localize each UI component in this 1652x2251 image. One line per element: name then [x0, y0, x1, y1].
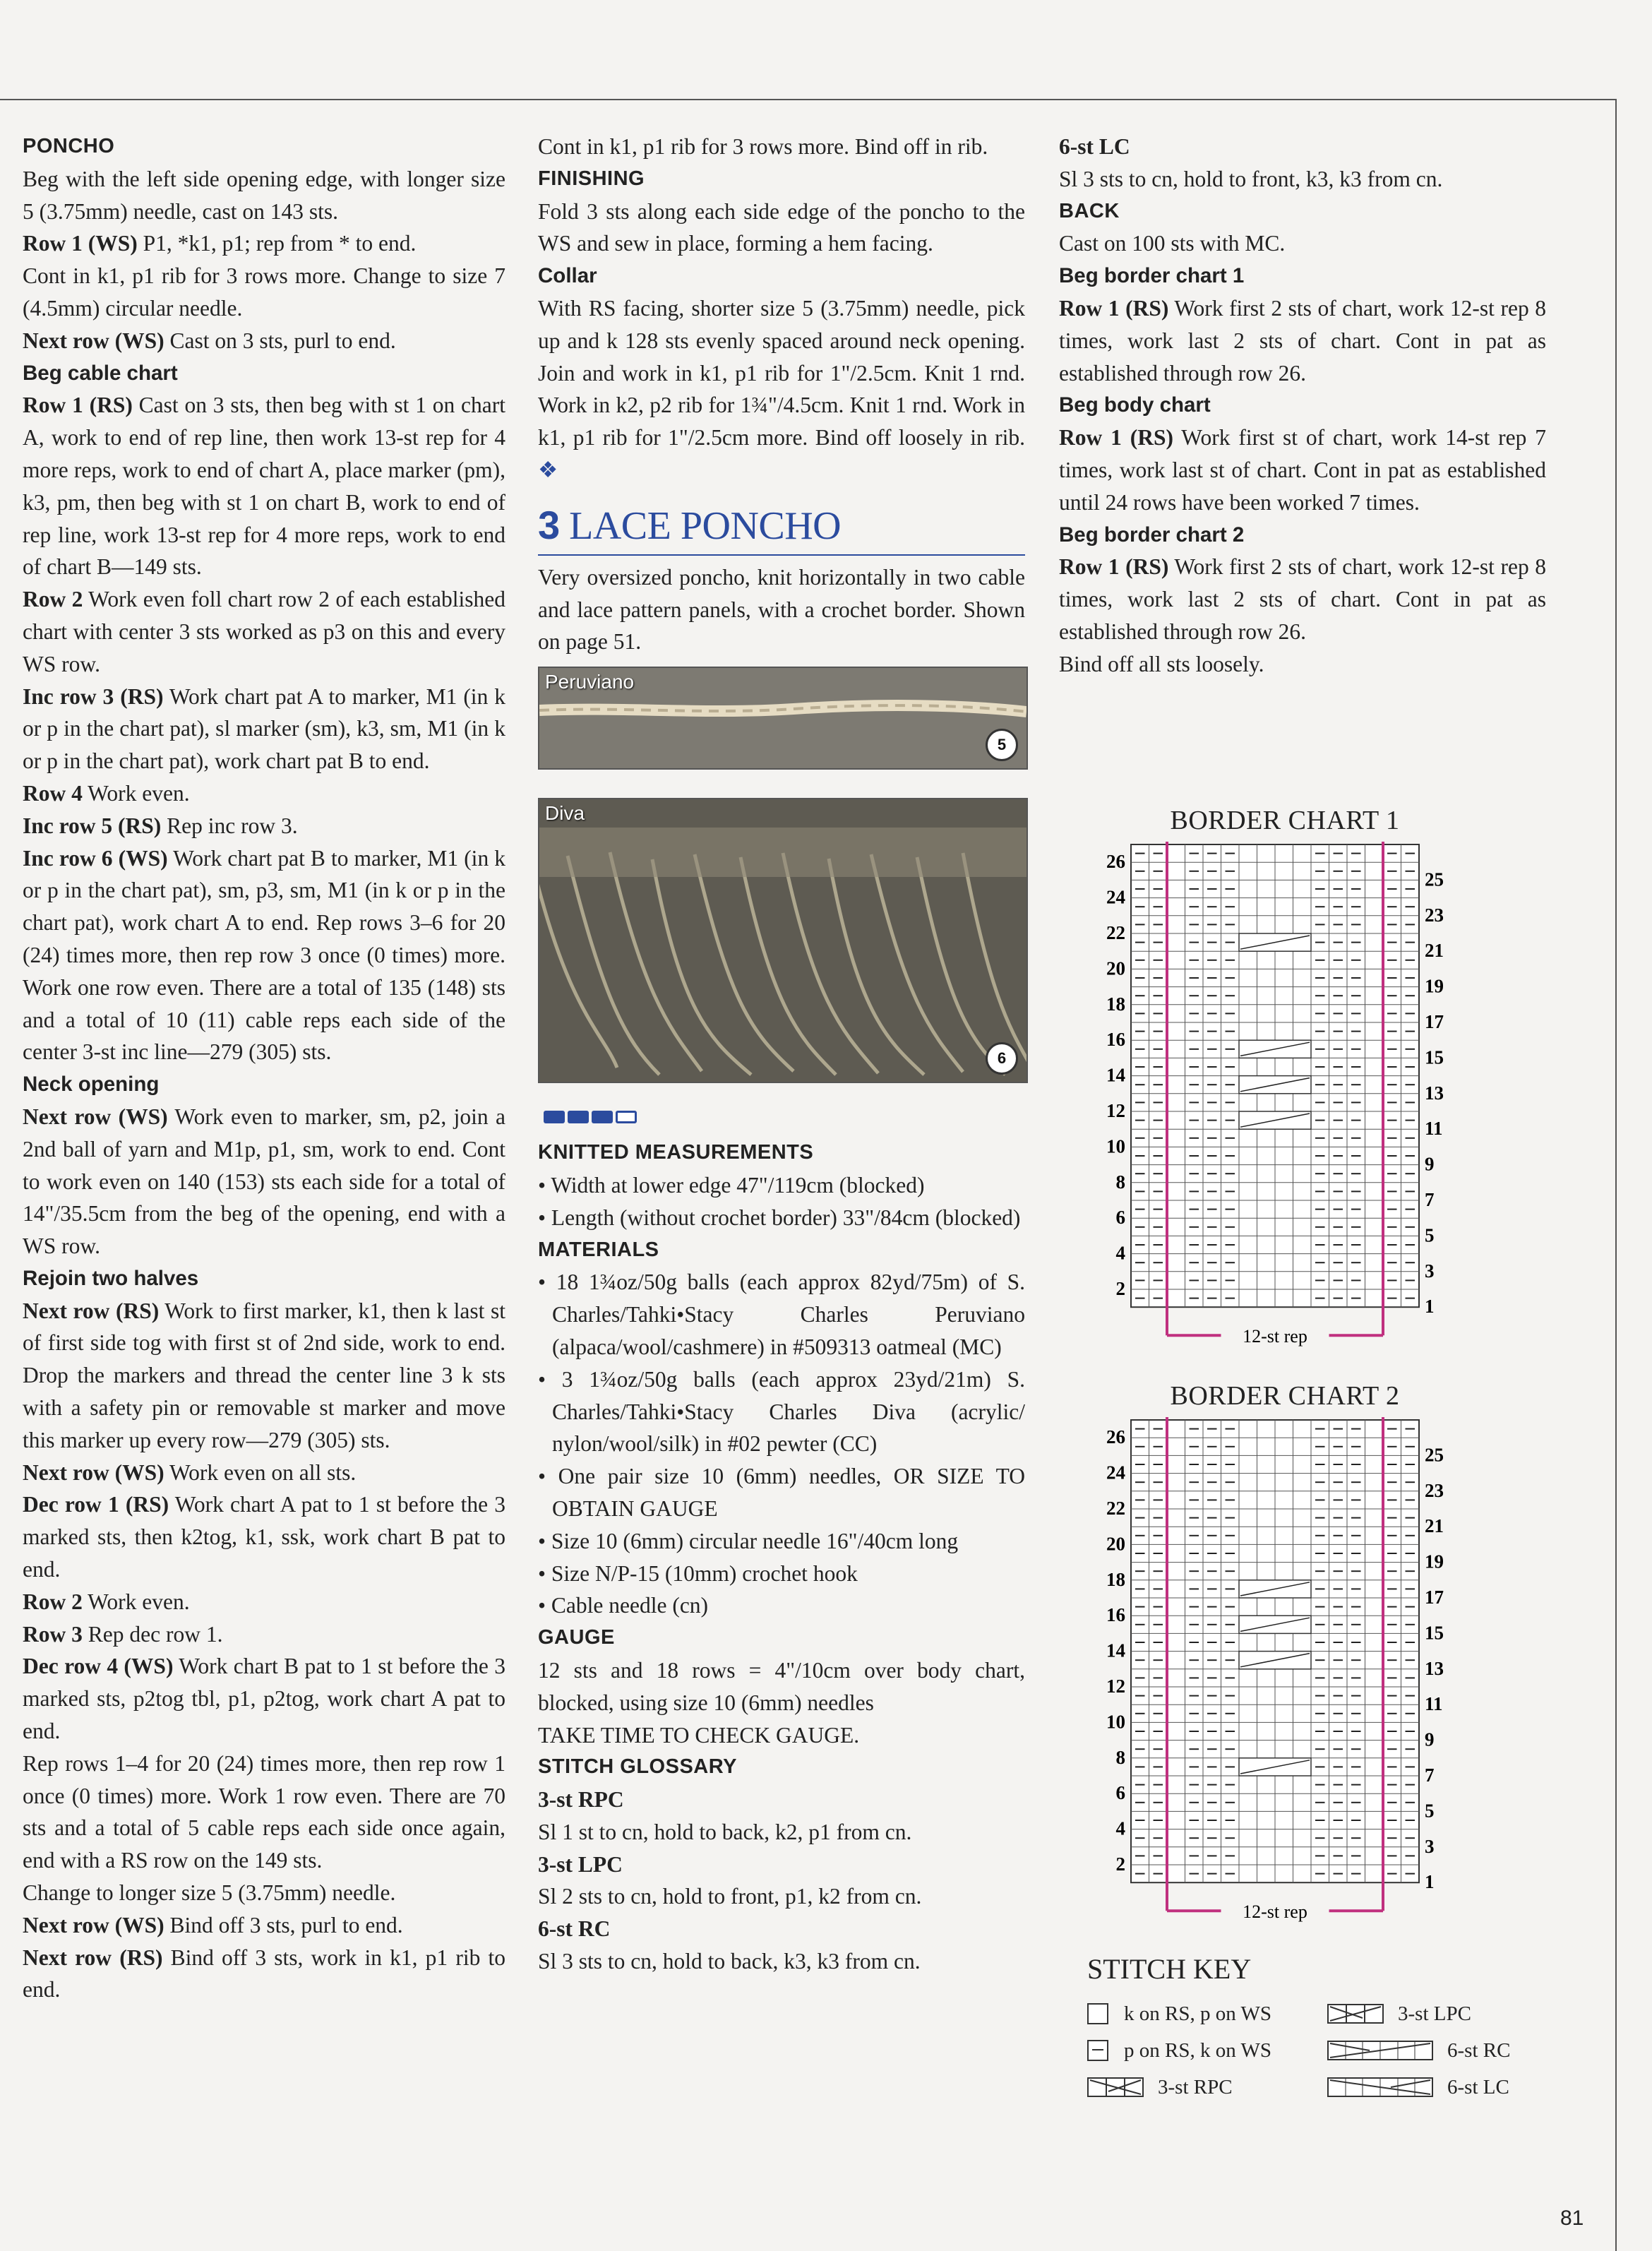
row-number: 24: [1106, 886, 1125, 908]
row-number: 21: [1425, 940, 1444, 962]
paragraph: Rep rows 1–4 for 20 (24) times more, then rep row 1 once (0 times) more. Work 1 row even. There are 70 sts and a total of 5 cable reps each side once again, end with a RS row on the 149 sts.: [23, 1750, 505, 1873]
row-number: 21: [1425, 1515, 1444, 1537]
border-chart-2: [1087, 1380, 1483, 1925]
paragraph: Next row (WS) Cast on 3 sts, purl to end.: [23, 328, 396, 353]
paragraph: Row 1 (RS) Work first st of chart, work 14-st rep 7 times, work last st of chart. Cont in pat as established until 24 rows have been worked 7 times.: [1059, 425, 1546, 515]
row-number: 10: [1106, 1135, 1125, 1157]
sub-heading: Beg border chart 1: [1059, 264, 1245, 288]
row-number: 8: [1115, 1171, 1125, 1193]
purl-symbol-icon: [1087, 2040, 1108, 2061]
paragraph: With RS facing, shorter size 5 (3.75mm) needle, pick up and k 128 sts evenly spaced around neck opening. Join and work in k1, p1 rib for 1"/2.5cm. Knit 1 rnd. Work in k2, p2 rib for 1¾"/4.5cm. Knit 1 rnd. Work in k1, p1 rib for 1"/2.5cm more. Bind off loosely in rib. ❖: [538, 295, 1025, 482]
section-heading: GAUGE: [538, 1626, 615, 1649]
column-3: [1059, 131, 1546, 681]
row-number: 2: [1115, 1278, 1125, 1299]
row-number: 19: [1425, 1551, 1444, 1572]
row-number: 25: [1425, 1444, 1444, 1466]
row-number: 17: [1425, 1011, 1444, 1032]
pattern-intro: Very oversized poncho, knit horizontally in two cable and lace pattern panels, with a crochet border. Shown on page 51.: [538, 564, 1025, 655]
paragraph: Next row (WS) Work even on all sts.: [23, 1459, 357, 1485]
paragraph: Change to longer size 5 (3.75mm) needle.: [23, 1880, 396, 1906]
section-heading: STITCH GLOSSARY: [538, 1755, 737, 1779]
rpc-symbol-icon: [1087, 2077, 1144, 2097]
row-number: 3: [1425, 1260, 1435, 1282]
stitch-key: [1087, 1952, 1539, 2106]
column-1: [23, 131, 505, 2006]
row-number: 16: [1106, 1029, 1125, 1051]
paragraph: Next row (RS) Work to first marker, k1, then k last st of first side tog with first st of 2nd side, work to end. Drop the markers and thread the center line 3 k sts with a safety pin or removable st marker and move this marker up every row—279 (305) sts.: [23, 1298, 505, 1452]
paragraph: Dec row 1 (RS) Work chart A pat to 1 st before the 3 marked sts, then k2tog, k1, ssk, work chart B pat to end.: [23, 1492, 505, 1582]
row-number: 12: [1106, 1100, 1125, 1121]
paragraph: Row 4 Work even.: [23, 780, 190, 806]
row-number: 7: [1425, 1765, 1435, 1786]
row-number: 16: [1106, 1604, 1125, 1626]
row-number: 23: [1425, 1479, 1444, 1501]
pattern-name: LACE PONCHO: [569, 503, 842, 548]
stitch-key-title: STITCH KEY: [1087, 1953, 1252, 1985]
sub-heading: Beg border chart 2: [1059, 523, 1245, 547]
row-number: 2: [1115, 1853, 1125, 1875]
knit-symbol-icon: [1087, 2003, 1108, 2024]
list-item: • Length (without crochet border) 33"/84cm (blocked): [538, 1205, 1021, 1230]
glossary-term: 3-st LPC: [538, 1851, 623, 1877]
paragraph: Cont in k1, p1 rib for 3 rows more. Change to size 7 (4.5mm) circular needle.: [23, 263, 505, 321]
row-number: 14: [1106, 1064, 1125, 1086]
paragraph: Next row (RS) Bind off 3 sts, work in k1, p1 rib to end.: [23, 1945, 505, 2002]
row-number: 11: [1425, 1118, 1443, 1140]
row-number: 14: [1106, 1640, 1125, 1661]
section-heading: FINISHING: [538, 167, 645, 190]
paragraph: TAKE TIME TO CHECK GAUGE.: [538, 1722, 860, 1748]
glossary-def: Sl 2 sts to cn, hold to front, p1, k2 from cn.: [538, 1884, 922, 1909]
row-number: 22: [1106, 922, 1125, 943]
skill-level-icon: [544, 1109, 1025, 1126]
key-item: 6-st LC: [1327, 2069, 1539, 2106]
pattern-number: 3: [538, 502, 560, 547]
row-number: 23: [1425, 904, 1444, 926]
chart-grid: [1087, 842, 1483, 1350]
row-number: 6: [1115, 1207, 1125, 1229]
sub-heading: Beg body chart: [1059, 393, 1211, 417]
row-number: 24: [1106, 1462, 1125, 1483]
chart-grid: [1087, 1417, 1483, 1925]
row-number: 20: [1106, 1533, 1125, 1555]
paragraph: Cast on 100 sts with MC.: [1059, 231, 1286, 256]
section-heading: BACK: [1059, 199, 1120, 222]
row-number: 25: [1425, 868, 1444, 890]
end-ornament: ❖: [538, 457, 558, 482]
row-number: 1: [1425, 1871, 1435, 1893]
paragraph: Beg with the left side opening edge, with longer size 5 (3.75mm) needle, cast on 143 sts.: [23, 166, 505, 224]
paragraph: Row 1 (RS) Cast on 3 sts, then beg with st 1 on chart A, work to end of rep line, then work 13-st rep for 4 more reps, work to end of chart A, place marker (pm), k3, pm, then beg with st 1 on chart B, work to end of rep line, work 13-st rep for 4 more reps, work to end of chart B—149 sts.: [23, 393, 506, 580]
yarn-weight-icon: 6: [986, 1042, 1018, 1075]
glossary-term: 6-st RC: [538, 1916, 611, 1942]
row-number: 17: [1425, 1587, 1444, 1608]
rep-label: 12-st rep: [1243, 1326, 1307, 1347]
sub-heading: Beg cable chart: [23, 361, 178, 385]
measurements-list: [538, 1169, 1025, 1234]
list-item: • 18 1¾oz/50g balls (each approx 82yd/75m) of S. Charles/Tahki•Stacy Charles Peruviano (alpaca/wool/cashmere) in #509313 oatmeal (MC): [538, 1270, 1025, 1359]
paragraph: Row 1 (WS) P1, *k1, p1; rep from * to end.: [23, 231, 417, 256]
column-2: [538, 131, 1025, 1978]
paragraph: Next row (WS) Bind off 3 sts, purl to end.: [23, 1912, 403, 1937]
row-number: 19: [1425, 975, 1444, 997]
row-number: 12: [1106, 1676, 1125, 1697]
paragraph: Fold 3 sts along each side edge of the poncho to the WS and sew in place, forming a hem facing.: [538, 198, 1025, 256]
row-number: 4: [1115, 1817, 1125, 1839]
section-heading: KNITTED MEASUREMENTS: [538, 1141, 814, 1164]
row-number: 26: [1106, 1426, 1125, 1448]
lpc-symbol-icon: [1327, 2004, 1384, 2024]
yarn-swatch-diva: [538, 798, 1028, 1083]
materials-list: [538, 1266, 1025, 1622]
key-item: 3-st LPC: [1327, 1995, 1539, 2032]
row-number: 15: [1425, 1046, 1444, 1068]
page-number: 81: [1560, 2207, 1584, 2230]
sub-heading: Collar: [538, 264, 597, 288]
glossary-def: Sl 1 st to cn, hold to back, k2, p1 from cn.: [538, 1819, 912, 1844]
key-item: p on RS, k on WS: [1087, 2032, 1327, 2069]
paragraph: Dec row 4 (WS) Work chart B pat to 1 st before the 3 marked sts, p2tog tbl, p1, p2tog, work chart A pat to end.: [23, 1654, 505, 1744]
lc6-symbol-icon: [1327, 2077, 1433, 2097]
paragraph: 12 sts and 18 rows = 4"/10cm over body chart, blocked, using size 10 (6mm) needles: [538, 1657, 1025, 1715]
row-number: 11: [1425, 1693, 1443, 1715]
page-right-rule: [1615, 99, 1617, 2251]
paragraph: Cont in k1, p1 rib for 3 rows more. Bind off in rib.: [538, 134, 988, 159]
paragraph: Inc row 6 (WS) Work chart pat B to marker, M1 (in k or p in the chart pat), sm, p3, sm, M1 (in k or p in the chart pat), work chart A to end. Rep rows 3–6 for 20 (24) times more, then rep row 3 once (0 times) more. Work one row even. There are a total of 135 (148) sts and a total of 10 (11) cable reps each side of the center 3-st inc line—279 (305) sts.: [23, 845, 505, 1065]
yarn-photo: [539, 799, 1026, 1082]
list-item: • Size 10 (6mm) circular needle 16"/40cm long: [538, 1528, 959, 1553]
paragraph: Row 1 (RS) Work first 2 sts of chart, work 12-st rep 8 times, work last 2 sts of chart. Cont in pat as established through row 26.: [1059, 554, 1546, 644]
row-number: 6: [1115, 1782, 1125, 1804]
row-number: 9: [1425, 1728, 1435, 1750]
row-number: 15: [1425, 1622, 1444, 1644]
paragraph: Bind off all sts loosely.: [1059, 651, 1264, 676]
row-number: 5: [1425, 1800, 1435, 1822]
row-number: 18: [1106, 993, 1125, 1015]
yarn-swatch-peruviano: [538, 667, 1028, 770]
rc6-symbol-icon: [1327, 2041, 1433, 2060]
row-number: 8: [1115, 1746, 1125, 1768]
paragraph: Inc row 5 (RS) Rep inc row 3.: [23, 813, 298, 838]
row-number: 9: [1425, 1153, 1435, 1175]
row-number: 5: [1425, 1224, 1435, 1246]
rep-label: 12-st rep: [1243, 1901, 1307, 1923]
yarn-weight-icon: 5: [986, 729, 1018, 761]
list-item: • One pair size 10 (6mm) needles, OR SIZE TO OBTAIN GAUGE: [538, 1464, 1025, 1521]
row-number: 10: [1106, 1711, 1125, 1733]
row-number: 4: [1115, 1242, 1125, 1264]
paragraph: Inc row 3 (RS) Work chart pat A to marker, M1 (in k or p in the chart pat), sl marker (sm), k3, sm, M1 (in k or p in the chart pat), work chart pat B to end.: [23, 683, 505, 774]
key-item: k on RS, p on WS: [1087, 1995, 1327, 2032]
row-number: 26: [1106, 851, 1125, 873]
list-item: • 3 1¾oz/50g balls (each approx 23yd/21m) S. Charles/Tahki•Stacy Charles Diva (acrylic/ nylon/wool/silk) in #02 pewter (CC): [538, 1366, 1025, 1457]
row-number: 18: [1106, 1568, 1125, 1590]
border-chart-1: [1087, 805, 1483, 1350]
section-heading: PONCHO: [23, 135, 115, 157]
row-number: 13: [1425, 1082, 1444, 1104]
key-item: 6-st RC: [1327, 2032, 1539, 2069]
chart-title: BORDER CHART 1: [1170, 806, 1400, 835]
paragraph: Row 3 Rep dec row 1.: [23, 1621, 223, 1647]
glossary-term: 3-st RPC: [538, 1787, 624, 1813]
row-number: 7: [1425, 1189, 1435, 1210]
pattern-title: [538, 502, 1025, 556]
row-number: 22: [1106, 1498, 1125, 1519]
yarn-label: Diva: [545, 802, 585, 825]
yarn-label: Peruviano: [545, 671, 635, 693]
row-number: 3: [1425, 1835, 1435, 1857]
glossary-def: Sl 3 sts to cn, hold to front, k3, k3 from cn.: [1059, 166, 1443, 191]
paragraph: Row 2 Work even foll chart row 2 of each established chart with center 3 sts worked as p3 on this and every WS row.: [23, 587, 505, 676]
glossary-def: Sl 3 sts to cn, hold to back, k3, k3 from cn.: [538, 1949, 921, 1974]
paragraph: Row 1 (RS) Work first 2 sts of chart, work 12-st rep 8 times, work last 2 sts of chart. Cont in pat as established through row 26.: [1059, 295, 1546, 386]
key-item: 3-st RPC: [1087, 2069, 1327, 2106]
list-item: • Cable needle (cn): [538, 1593, 709, 1618]
row-number: 13: [1425, 1657, 1444, 1679]
row-number: 1: [1425, 1296, 1435, 1318]
glossary-term: 6-st LC: [1059, 134, 1130, 159]
section-heading: MATERIALS: [538, 1238, 659, 1261]
row-number: 20: [1106, 957, 1125, 979]
sub-heading: Neck opening: [23, 1073, 160, 1097]
page-top-rule: [0, 99, 1617, 100]
list-item: • Width at lower edge 47"/119cm (blocked): [538, 1172, 925, 1198]
list-item: • Size N/P-15 (10mm) crochet hook: [538, 1560, 858, 1586]
sub-heading: Rejoin two halves: [23, 1266, 199, 1290]
paragraph: Row 2 Work even.: [23, 1589, 190, 1614]
paragraph: Next row (WS) Work even to marker, sm, p2, join a 2nd ball of yarn and M1p, p1, sm, work to end. Cont to work even on 140 (153) sts each side for a total of 14"/35.5cm from the beg of the opening, end with a WS row.: [23, 1104, 505, 1259]
chart-title: BORDER CHART 2: [1170, 1381, 1400, 1411]
